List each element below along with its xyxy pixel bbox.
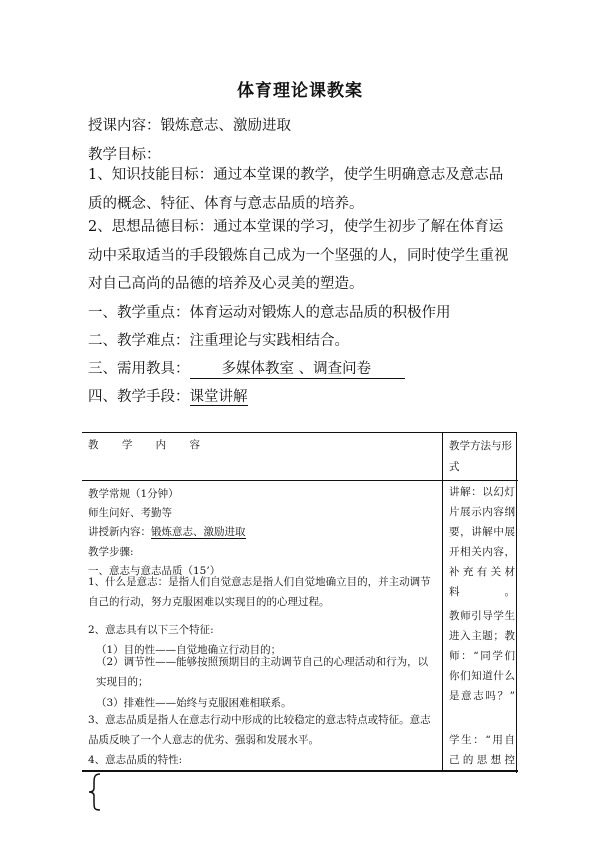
table-row: 教学步骤: [88,546,134,558]
objective-2: 2、思想品德目标：通过本堂课的学习，使学生初步了解在体育运动中采取适当的手段锻炼自己成为一个坚强的人，同时使学生重视对自己高尚的品德的培养及心灵美的塑造。 [88,219,509,292]
means-value: 课堂讲解 [189,389,248,405]
table-row: 3、意志品质是指人在意志行动中形成的比较稳定的意志特点或特征。意志品质反映了一个人意志的优劣、强弱和发展水平。 [88,714,431,746]
key-point: 一、教学重点：体育运动对锻炼人的意志品质的积极作用 [88,305,451,321]
means-label: 四、教学手段： [88,389,190,405]
table-row: 教学常规（1分钟） [88,488,179,500]
table-row: 一、意志与意志品质（15’） [88,565,221,577]
brace-icon [86,772,106,812]
table-bottom-border [82,770,518,772]
table-row: （2）调节性——能够按照预期目的主动调节自己的心理活动和行为，以实现目的； [96,656,429,688]
table-row: （1）目的性——自觉地确立行动目的； [96,644,282,656]
table-column-divider [442,432,443,772]
objective-1: 1、知识技能目标：通过本堂课的教学，使学生明确意志及意志品质的概念、特征、体育与意志品质的培养。 [88,167,504,212]
table-row: 4、意志品质的特性: [88,754,183,766]
table-row: 师生问好、考勤等 [88,507,172,519]
tools-label: 三、需用教具： [88,361,190,377]
method-note-3: 学生：“用自己的思想控 [449,734,515,766]
tools-line [88,357,405,379]
table-header-divider [82,480,518,481]
table-row [88,524,246,539]
table-row: 2、意志具有以下三个特征: [88,624,214,636]
table-row: 1、什么是意志：是指人们自觉意志是指人们自觉地确立目的，并主动调节自己的行动，努力克服困难以实现目的的心理过程。 [88,576,431,608]
tools-value: 多媒体教室 、调查问卷 [190,360,406,379]
course-content: 授课内容：锻炼意志、激励进取 [88,118,291,134]
means-line [88,385,248,406]
objectives-label: 教学目标： [88,147,161,163]
difficulty: 二、教学难点：注重理论与实践相结合。 [88,333,349,349]
new-content-topic: 锻炼意志、激励进取 [151,526,246,538]
table-header-content: 教 学 内 容 [88,439,211,451]
new-content-label: 讲授新内容： [88,526,151,538]
method-note-1: 讲解：以幻灯片展示内容纲要，讲解中展开相关内容，补充有关材料。 [449,486,515,598]
method-note-2: 教师引导学生进入主题；教师：“同学们你们知道什么是意志吗？” [449,610,515,702]
table-header-method: 教学方法与形式 [449,440,512,473]
table-row: （3）排难性——始终与克服困难相联系。 [96,697,292,709]
page-title: 体育理论课教案 [237,81,363,101]
